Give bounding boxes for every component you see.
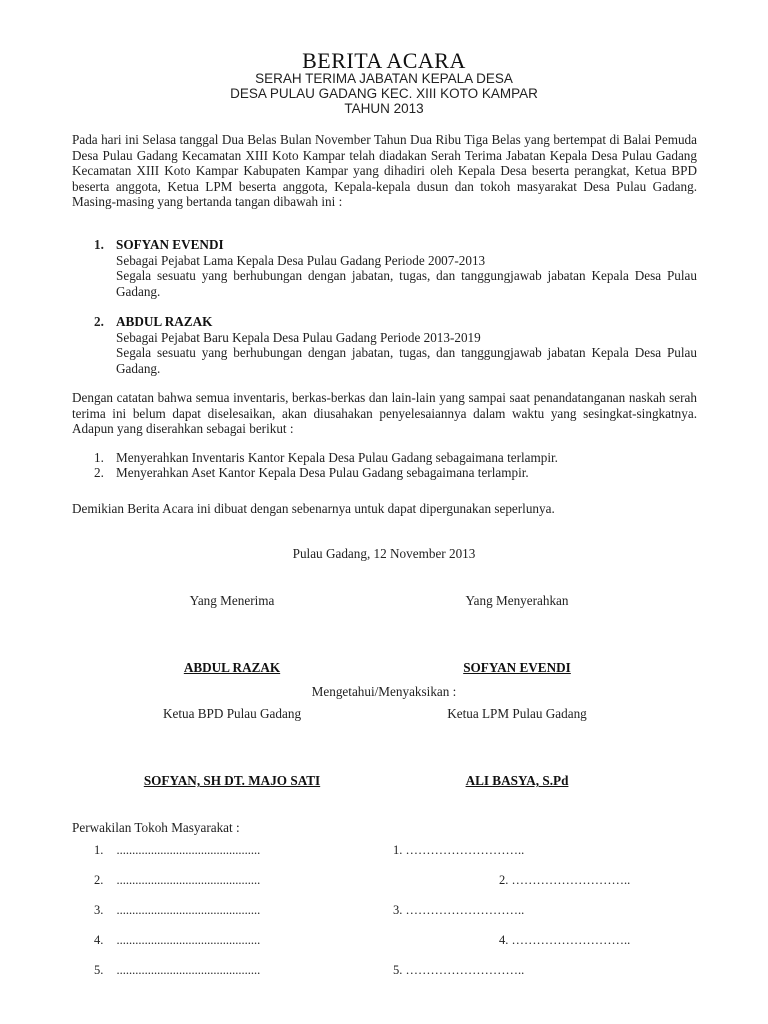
party-responsibility: Segala sesuatu yang berhubungan dengan jabatan, tugas, dan tanggungjawab jabatan Kepala Desa Pulau Gadang. bbox=[116, 268, 697, 299]
rep-left-3 bbox=[94, 903, 260, 918]
rep-number: 5. bbox=[94, 963, 104, 977]
closing-statement: Demikian Berita Acara ini dibuat dengan sebenarnya untuk dapat dipergunakan seperlunya. bbox=[72, 501, 555, 516]
giver-label: Yang Menyerahkan bbox=[465, 593, 569, 608]
handover-text: Menyerahkan Inventaris Kantor Kepala Desa Pulau Gadang sebagaimana terlampir. bbox=[116, 450, 558, 465]
rep-left-1 bbox=[94, 843, 260, 858]
document-subtitle-1: SERAH TERIMA JABATAN KEPALA DESA bbox=[255, 71, 513, 86]
rep-right-5: 5. ……………………….. bbox=[393, 963, 525, 977]
rep-right-4: 4. ……………………….. bbox=[499, 933, 631, 947]
bpd-label: Ketua BPD Pulau Gadang bbox=[162, 706, 302, 721]
rep-number: 3. bbox=[94, 903, 104, 917]
rep-right-3: 3. ……………………….. bbox=[393, 903, 525, 917]
intro-paragraph: Pada hari ini Selasa tanggal Dua Belas Bulan November Tahun Dua Ribu Tiga Belas yang bertempat di Balai Pemuda Desa Pulau Gadang Kecamatan XIII Koto Kampar telah diadakan Serah Terima Jabatan Kepala Desa Pulau Gadang Kecamatan XIII Koto Kampar Kabupaten Kampar yang dihadiri oleh Kepala Desa beserta perangkat, Ketua BPD beserta anggota, Ketua LPM beserta anggota, Kepala-kepala dusun dan tokoh masyarakat Desa Pulau Gadang. Masing-masing yang bertanda tangan dibawah ini : bbox=[72, 132, 697, 210]
receiver-label: Yang Menerima bbox=[189, 593, 275, 608]
rep-number: 2. bbox=[94, 873, 104, 887]
giver-name: SOFYAN EVENDI bbox=[463, 660, 571, 675]
rep-right-1: 1. ……………………….. bbox=[393, 843, 525, 857]
party-role: Sebagai Pejabat Lama Kepala Desa Pulau Gadang Periode 2007-2013 bbox=[116, 253, 486, 268]
rep-number: 1. bbox=[94, 843, 104, 857]
party-responsibility: Segala sesuatu yang berhubungan dengan jabatan, tugas, dan tanggungjawab jabatan Kepala Desa Pulau Gadang. bbox=[116, 345, 697, 376]
rep-number: 4. bbox=[94, 933, 104, 947]
witness-label: Mengetahui/Menyaksikan : bbox=[311, 684, 457, 699]
note-paragraph: Dengan catatan bahwa semua inventaris, berkas-berkas dan lain-lain yang sampai saat penandatanganan naskah serah terima ini belum dapat diselesaikan, akan diusahakan penyelesaiannya dalam waktu yang sesingkat-singkatnya. Adapun yang diserahkan sebagai berikut : bbox=[72, 390, 697, 437]
lpm-name: ALI BASYA, S.Pd bbox=[465, 773, 569, 788]
signature-line: .............................................. bbox=[116, 933, 261, 947]
document-subtitle-3: TAHUN 2013 bbox=[344, 101, 424, 116]
party-name: ABDUL RAZAK bbox=[116, 314, 213, 329]
bpd-name: SOFYAN, SH DT. MAJO SATI bbox=[143, 773, 321, 788]
document-subtitle-2: DESA PULAU GADANG KEC. XIII KOTO KAMPAR bbox=[230, 86, 538, 101]
signature-line: .............................................. bbox=[116, 903, 261, 917]
rep-right-2: 2. ……………………….. bbox=[499, 873, 631, 887]
party-number: 1. bbox=[94, 237, 104, 252]
rep-left-2 bbox=[94, 873, 260, 888]
party-number: 2. bbox=[94, 314, 104, 329]
lpm-label: Ketua LPM Pulau Gadang bbox=[447, 706, 587, 721]
handover-number: 2. bbox=[94, 465, 104, 480]
document-title: BERITA ACARA bbox=[302, 48, 466, 73]
rep-left-5 bbox=[94, 963, 260, 978]
handover-text: Menyerahkan Aset Kantor Kepala Desa Pulau Gadang sebagaimana terlampir. bbox=[116, 465, 529, 480]
signature-line: .............................................. bbox=[116, 963, 261, 977]
party-name: SOFYAN EVENDI bbox=[116, 237, 224, 252]
representatives-label: Perwakilan Tokoh Masyarakat : bbox=[72, 820, 240, 835]
party-role: Sebagai Pejabat Baru Kepala Desa Pulau Gadang Periode 2013-2019 bbox=[116, 330, 481, 345]
place-date: Pulau Gadang, 12 November 2013 bbox=[292, 546, 476, 561]
signature-line: .............................................. bbox=[116, 873, 261, 887]
signature-line: .............................................. bbox=[116, 843, 261, 857]
rep-left-4 bbox=[94, 933, 260, 948]
receiver-name: ABDUL RAZAK bbox=[183, 660, 281, 675]
handover-number: 1. bbox=[94, 450, 104, 465]
